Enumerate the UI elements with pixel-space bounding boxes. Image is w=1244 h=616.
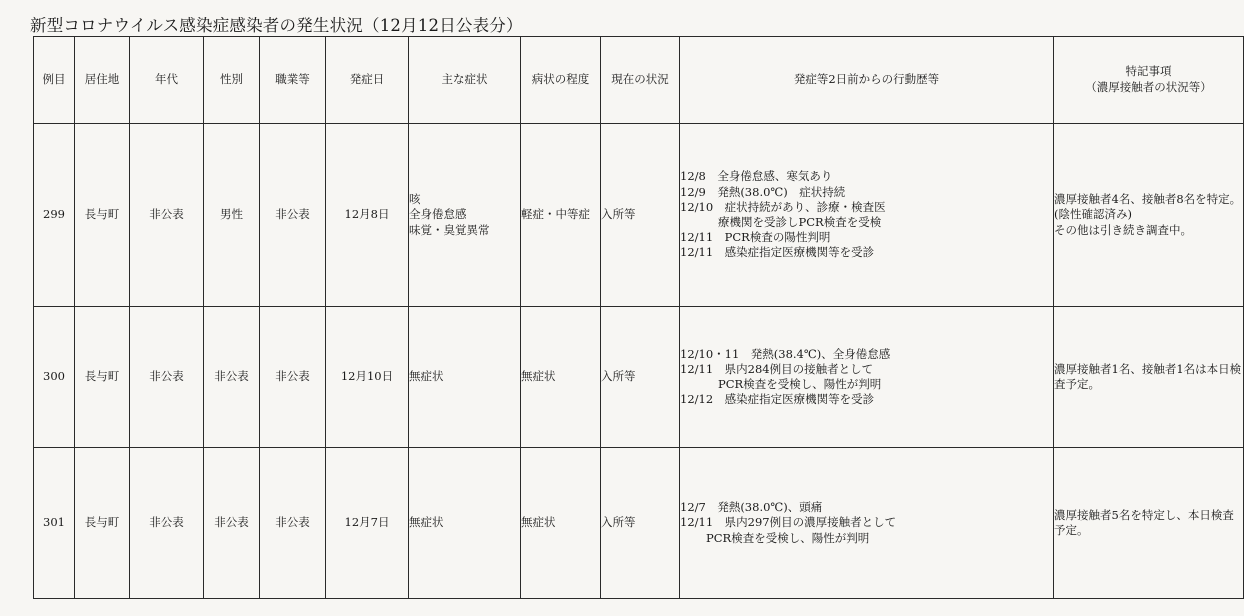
history-line: 12/11 県内297例目の濃厚接触者として (680, 515, 897, 530)
current-status: 入所等 (601, 307, 680, 448)
table-row (34, 124, 1244, 307)
severity: 軽症・中等症 (521, 124, 601, 307)
residence: 長与町 (75, 124, 130, 307)
notes-text: 濃厚接触者1名、接触者1名は本日検査予定。 (1054, 361, 1242, 391)
header-occupation: 職業等 (260, 37, 326, 124)
history-line: 療機関を受診しPCR検査を受検 (718, 215, 882, 229)
history-line: PCR検査を受検し、陽性が判明 (706, 530, 870, 545)
onset-date: 12月7日 (326, 448, 409, 599)
history-line: 12/9 発熱(38.0℃) 症状持続 (680, 184, 846, 199)
activity-history (680, 124, 1054, 307)
symptoms (409, 124, 521, 307)
header-severity: 病状の程度 (521, 37, 601, 124)
onset-date: 12月8日 (326, 124, 409, 307)
symptoms (409, 307, 521, 448)
activity-history (680, 448, 1054, 599)
symptom-item: 咳 (409, 192, 421, 207)
case-number: 300 (34, 307, 75, 448)
occupation: 非公表 (260, 448, 326, 599)
age: 非公表 (130, 307, 204, 448)
case-number: 299 (34, 124, 75, 307)
document-title: 新型コロナウイルス感染症感染者の発生状況（12月12日公表分） (30, 16, 523, 35)
severity: 無症状 (521, 307, 601, 448)
symptom-item: 無症状 (409, 369, 444, 384)
residence: 長与町 (75, 448, 130, 599)
history-line: 12/10・11 発熱(38.4℃)、全身倦怠感 (680, 346, 891, 361)
activity-history (680, 307, 1054, 448)
case-table (33, 36, 1244, 599)
header-residence: 居住地 (75, 37, 130, 124)
symptoms (409, 448, 521, 599)
header-status: 現在の状況 (601, 37, 680, 124)
age: 非公表 (130, 124, 204, 307)
sex: 男性 (204, 124, 260, 307)
notes-text: 濃厚接触者4名、接触者8名を特定。(陰性確認済み) その他は引き続き調査中。 (1054, 192, 1242, 237)
header-age: 年代 (130, 37, 204, 124)
symptom-item: 味覚・臭覚異常 (409, 222, 490, 237)
table-row (34, 448, 1244, 599)
header-sex: 性別 (204, 37, 260, 124)
history-line: 12/8 全身倦怠感、寒気あり (680, 169, 833, 184)
header-row (34, 37, 1244, 124)
severity: 無症状 (521, 448, 601, 599)
history-line: 12/11 感染症指定医療機関等を受診 (680, 245, 875, 260)
header-symptoms: 主な症状 (409, 37, 521, 124)
onset-date: 12月10日 (326, 307, 409, 448)
current-status: 入所等 (601, 124, 680, 307)
history-line: PCR検査を受検し、陽性が判明 (718, 377, 882, 391)
case-number: 301 (34, 448, 75, 599)
header-onset-date: 発症日 (326, 37, 409, 124)
special-notes (1054, 307, 1244, 448)
occupation: 非公表 (260, 124, 326, 307)
table-row (34, 307, 1244, 448)
age: 非公表 (130, 448, 204, 599)
history-line: 12/12 感染症指定医療機関等を受診 (680, 392, 875, 407)
special-notes (1054, 448, 1244, 599)
header-history: 発症等2日前からの行動歴等 (680, 37, 1054, 124)
occupation: 非公表 (260, 307, 326, 448)
header-case-number: 例目 (34, 37, 75, 124)
sex: 非公表 (204, 307, 260, 448)
history-line: 12/11 県内284例目の接触者として (680, 361, 874, 376)
residence: 長与町 (75, 307, 130, 448)
current-status: 入所等 (601, 448, 680, 599)
special-notes (1054, 124, 1244, 307)
symptom-item: 無症状 (409, 515, 444, 530)
history-line: 12/10 症状持続があり、診療・検査医 (680, 199, 886, 214)
history-line: 12/7 発熱(38.0℃)、頭痛 (680, 500, 823, 515)
notes-text: 濃厚接触者5名を特定し、本日検査予定。 (1054, 507, 1234, 537)
history-line: 12/11 PCR検査の陽性判明 (680, 230, 831, 245)
header-notes (1054, 37, 1244, 124)
sex: 非公表 (204, 448, 260, 599)
header-notes-subtitle: （濃厚接触者の状況等） (1085, 80, 1212, 94)
header-notes-title: 特記事項 (1125, 64, 1172, 79)
symptom-item: 全身倦怠感 (409, 207, 467, 222)
